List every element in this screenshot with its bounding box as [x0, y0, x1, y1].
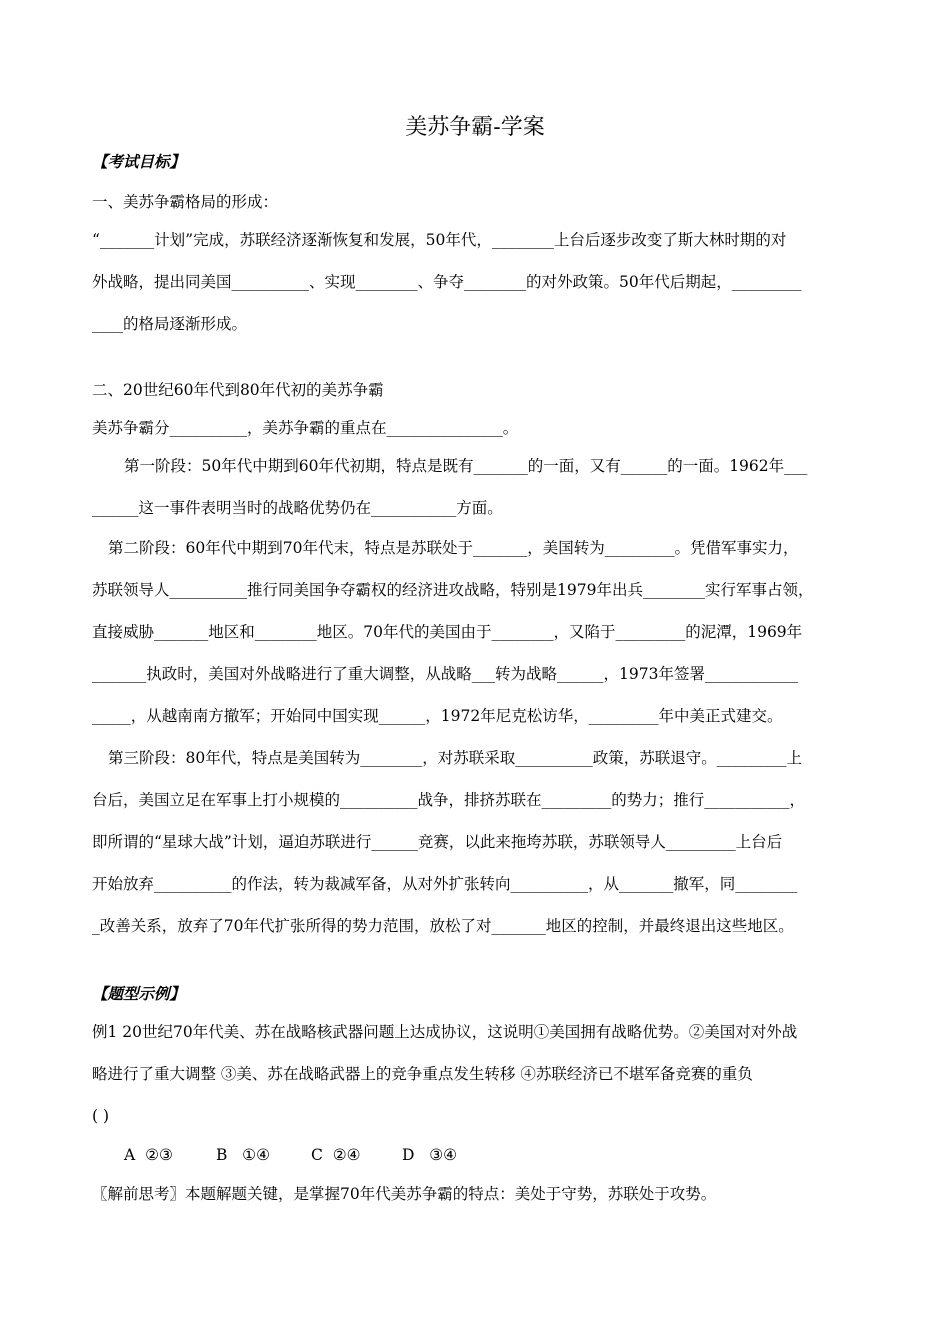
stage2-line: _______执政时，美国对外战略进行了重大调整，从战略___转为战略______，1973年签署____________ — [92, 665, 798, 683]
example1-option-a — [124, 1145, 173, 1165]
example1-option-c — [311, 1145, 361, 1165]
stage3-line: 第三阶段：80年代，特点是美国转为________，对苏联采取__________政策，苏联退守。_________上 — [108, 749, 802, 767]
part2-heading: 二、20世纪60年代到80年代初的美苏争霸 — [92, 381, 384, 399]
example1-line: 例1 20世纪70年代美、苏在战略核武器问题上达成协议，这说明①美国拥有战略优势。②美国对对外战 — [92, 1023, 798, 1041]
option-letter: B — [216, 1146, 228, 1164]
example1-line: 略进行了重大调整 ③美、苏在战略武器上的竞争重点发生转移 ④苏联经济已不堪军备竞赛的重负 — [92, 1065, 753, 1083]
example1-analysis: 〖解前思考〗本题解题关键，是掌握70年代美苏争霸的特点：美处于守势，苏联处于攻势。 — [92, 1185, 717, 1203]
part1-line: “_______计划”完成，苏联经济逐渐恢复和发展，50年代，________上台后逐步改变了斯大林时期的对 — [92, 231, 787, 249]
stage3-line: 即所谓的“星球大战”计划，逼迫苏联进行______竞赛，以此来拖垮苏联，苏联领导人_________上台后 — [92, 833, 783, 851]
option-text: ③④ — [429, 1146, 458, 1164]
part1-line: ____的格局逐渐形成。 — [92, 315, 248, 333]
stage2-line: 直接威胁_______地区和________地区。70年代的美国由于________，又陷于_________的泥潭，1969年 — [92, 623, 803, 641]
example1-option-b — [216, 1145, 270, 1165]
part1-line: 外战略，提出同美国__________、实现________、争夺________的对外政策。50年代后期起，_________ — [92, 273, 802, 291]
section-heading-examples: 【题型示例】 — [92, 984, 186, 1003]
stage3-line: 台后，美国立足在军事上打小规模的__________战争，排挤苏联在_________的势力；推行___________， — [92, 791, 806, 809]
stage2-line: _____，从越南南方撤军；开始同中国实现______，1972年尼克松访华，_________年中美正式建交。 — [92, 707, 783, 725]
option-letter: C — [311, 1146, 323, 1164]
stage1-line: ______这一事件表明当时的战略优势仍在___________方面。 — [92, 499, 503, 517]
part1-heading: 一、美苏争霸格局的形成： — [92, 193, 279, 211]
option-text: ①④ — [242, 1146, 270, 1164]
document-title: 美苏争霸-学案 — [405, 115, 545, 140]
option-letter: A — [124, 1146, 136, 1164]
stage2-line: 苏联领导人__________推行同美国争夺霸权的经济进攻战略，特别是1979年出兵________实行军事占领， — [92, 581, 814, 599]
option-text: ②④ — [332, 1146, 361, 1164]
stage1-line: 第一阶段：50年代中期到60年代初期，特点是既有_______的一面，又有______的一面。1962年___ — [124, 457, 808, 475]
stage2-line: 第二阶段：60年代中期到70年代末，特点是苏联处于_______，美国转为_________。凭借军事实力， — [108, 539, 799, 557]
stage3-line: 开始放弃__________的作法，转为裁减军备，从对外扩张转向__________，从_______撤军，同________ — [92, 875, 798, 893]
option-text: ②③ — [145, 1146, 173, 1164]
option-letter: D — [402, 1146, 415, 1164]
example1-answer-blank: ( ) — [92, 1107, 110, 1125]
stage3-line: _改善关系，放弃了70年代扩张所得的势力范围，放松了对_______地区的控制，并最终退出这些地区。 — [92, 917, 794, 935]
section-heading-exam-goals: 【考试目标】 — [92, 152, 186, 171]
example1-option-d — [402, 1145, 457, 1165]
part2-intro: 美苏争霸分__________，美苏争霸的重点在_______________。 — [92, 419, 519, 437]
